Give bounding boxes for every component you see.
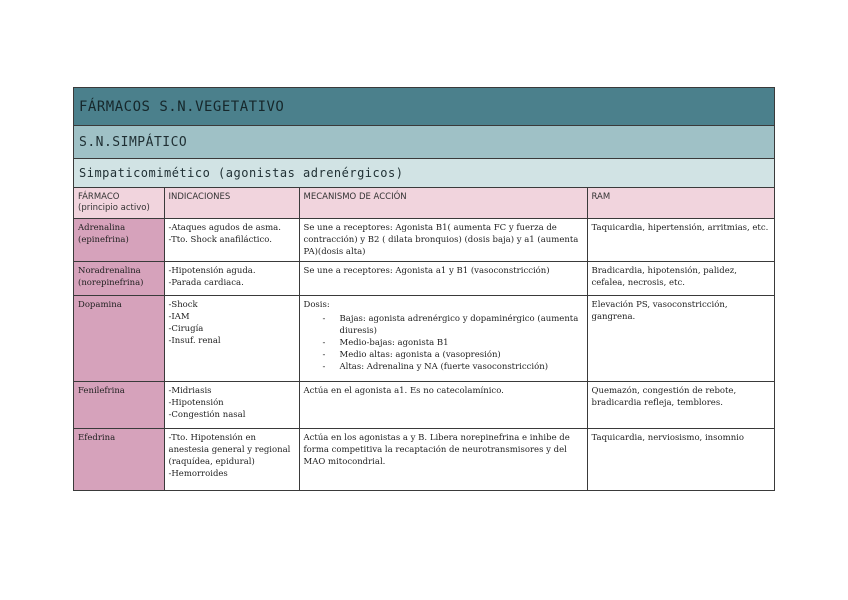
table-row bbox=[74, 428, 774, 490]
dose-item: - Bajas: agonista adrenérgico y dopaminérgico (aumenta diuresis) bbox=[340, 313, 583, 337]
drug-alt-name: (norepinefrina) bbox=[78, 277, 144, 288]
mechanism-text: Actúa en los agonistas a y B. Libera norepinefrina e inhibe de forma competitiva la recaptación de neurotransmisores y del MAO mitocondrial. bbox=[303, 432, 570, 467]
mechanism-intro: Dosis: bbox=[303, 299, 330, 310]
drug-summary-sheet bbox=[73, 87, 775, 491]
indications-cell bbox=[164, 295, 299, 381]
drug-name: Efedrina bbox=[78, 432, 116, 443]
dose-list bbox=[304, 313, 583, 373]
table-row bbox=[74, 218, 774, 261]
section-title: Simpaticomimético (agonistas adrenérgicos) bbox=[79, 166, 404, 180]
drug-name: Noradrenalina bbox=[78, 265, 141, 276]
mechanism-text: Se une a receptores: Agonista B1( aumenta FC y fuerza de contracción) y B2 ( dilata bronquios) (dosis baja) y a1 (aumenta PA)(dosis alta) bbox=[303, 222, 579, 257]
mechanism-cell bbox=[299, 428, 587, 490]
ram-cell bbox=[587, 295, 774, 381]
indications-cell bbox=[164, 218, 299, 261]
ram-text: Bradicardia, hipotensión, palidez, cefalea, necrosis, etc. bbox=[591, 265, 737, 288]
indication-item: -Hipotensión bbox=[168, 397, 224, 408]
ram-cell bbox=[587, 381, 774, 428]
drug-alt-name: (epinefrina) bbox=[78, 234, 129, 245]
indications-cell bbox=[164, 381, 299, 428]
indication-item: -Hemorroides bbox=[168, 468, 228, 479]
header-mechanism-label: MECANISMO DE ACCIÓN bbox=[303, 192, 407, 202]
indication-item: -Tto. Hipotensión en anestesia general y regional (raquídea, epidural) bbox=[168, 432, 291, 467]
drug-name: Adrenalina bbox=[78, 222, 126, 233]
drug-name: Fenilefrina bbox=[78, 385, 125, 396]
mechanism-cell bbox=[299, 295, 587, 381]
dose-item: - Medio altas: agonista a (vasopresión) bbox=[340, 349, 583, 361]
indications-cell bbox=[164, 261, 299, 295]
ram-text: Elevación PS, vasoconstricción, gangrena. bbox=[591, 299, 728, 322]
header-ram bbox=[587, 188, 774, 218]
subtitle-band bbox=[74, 126, 774, 159]
header-drug bbox=[74, 188, 164, 218]
indication-item: -Shock bbox=[168, 299, 198, 310]
indication-item: -Insuf. renal bbox=[168, 335, 221, 346]
title-band bbox=[74, 88, 774, 126]
header-drug-line: FÁRMACO bbox=[78, 192, 120, 202]
table-row bbox=[74, 295, 774, 381]
header-drug-line: (principio activo) bbox=[78, 202, 150, 213]
section-band bbox=[74, 159, 774, 188]
ram-cell bbox=[587, 428, 774, 490]
ram-cell bbox=[587, 218, 774, 261]
header-mechanism bbox=[299, 188, 587, 218]
ram-text: Quemazón, congestión de rebote, bradicardia refleja, temblores. bbox=[591, 385, 737, 408]
dose-item: - Altas: Adrenalina y NA (fuerte vasoconstricción) bbox=[340, 361, 583, 373]
ram-cell bbox=[587, 261, 774, 295]
drug-table bbox=[74, 188, 774, 490]
drug-cell bbox=[74, 261, 164, 295]
table-header-row bbox=[74, 188, 774, 218]
indications-cell bbox=[164, 428, 299, 490]
mechanism-cell bbox=[299, 261, 587, 295]
dose-item: - Medio-bajas: agonista B1 bbox=[340, 337, 583, 349]
indication-item: -Tto. Shock anafiláctico. bbox=[168, 234, 272, 245]
header-indications bbox=[164, 188, 299, 218]
indication-item: -Parada cardiaca. bbox=[168, 277, 244, 288]
indication-item: -Ataques agudos de asma. bbox=[168, 222, 281, 233]
indication-item: -Midriasis bbox=[168, 385, 212, 396]
drug-cell bbox=[74, 428, 164, 490]
drug-cell bbox=[74, 381, 164, 428]
mechanism-text: Se une a receptores: Agonista a1 y B1 (vasoconstricción) bbox=[303, 265, 550, 276]
mechanism-text: Actúa en el agonista a1. Es no catecolamínico. bbox=[303, 385, 504, 396]
drug-cell bbox=[74, 295, 164, 381]
header-ram-label: RAM bbox=[591, 192, 611, 202]
ram-text: Taquicardia, hipertensión, arritmias, etc. bbox=[591, 222, 769, 233]
table-row bbox=[74, 261, 774, 295]
page-subtitle: S.N.SIMPÁTICO bbox=[79, 134, 188, 150]
table-row bbox=[74, 381, 774, 428]
indication-item: -Congestión nasal bbox=[168, 409, 246, 420]
ram-text: Taquicardia, nerviosismo, insomnio bbox=[591, 432, 745, 443]
drug-name: Dopamina bbox=[78, 299, 122, 310]
page-title: FÁRMACOS S.N.VEGETATIVO bbox=[79, 98, 285, 115]
drug-cell bbox=[74, 218, 164, 261]
mechanism-cell bbox=[299, 218, 587, 261]
indication-item: -IAM bbox=[168, 311, 190, 322]
header-indications-label: INDICACIONES bbox=[168, 192, 231, 202]
mechanism-cell bbox=[299, 381, 587, 428]
indication-item: -Cirugía bbox=[168, 323, 204, 334]
indication-item: -Hipotensión aguda. bbox=[168, 265, 256, 276]
